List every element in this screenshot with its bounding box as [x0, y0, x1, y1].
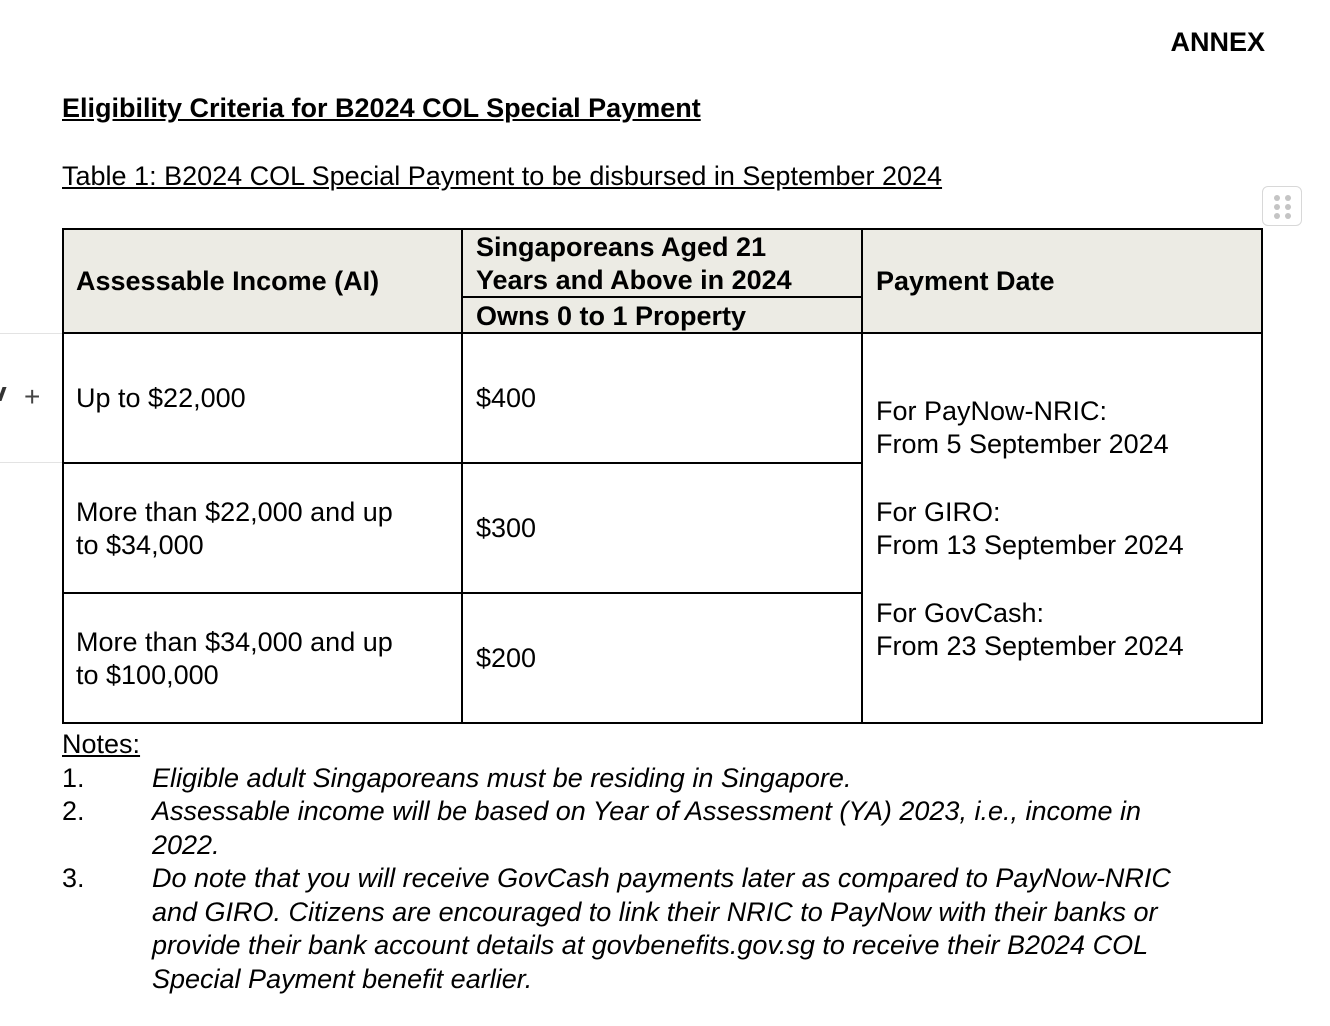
giro-method: For GIRO:	[876, 497, 1001, 527]
note-line: 2022.	[152, 829, 220, 860]
page-title: Eligibility Criteria for B2024 COL Special Payment	[62, 93, 701, 123]
table-border-top	[62, 228, 1263, 230]
table-border-bottom	[62, 722, 1263, 724]
table-row-income	[62, 334, 462, 464]
row3-income-line1: More than $34,000 and up	[76, 627, 393, 657]
note-line: and GIRO. Citizens are encouraged to link their NRIC to PayNow with their banks or	[152, 896, 1158, 927]
column-divider	[861, 228, 863, 724]
header-payment-date	[862, 228, 1263, 334]
table-row-amount	[462, 594, 862, 724]
row2-income-line1: More than $22,000 and up	[76, 497, 393, 527]
plus-icon[interactable]: +	[24, 381, 41, 412]
header-group-line2: Years and Above in 2024	[476, 265, 792, 295]
note-line: Assessable income will be based on Year of Assessment (YA) 2023, i.e., income in	[152, 796, 1142, 826]
header-subdivider	[462, 296, 862, 298]
row-marker-icon	[0, 387, 7, 401]
note-number: 1.	[62, 762, 85, 793]
row-insert-control[interactable]	[0, 333, 62, 463]
notes-section	[62, 728, 1282, 996]
row3-amount: $200	[476, 643, 537, 673]
note-number: 3.	[62, 863, 85, 893]
header-group-line1: Singaporeans Aged 21	[476, 232, 767, 262]
header-income	[62, 228, 462, 334]
table-drag-handle[interactable]	[1262, 186, 1302, 226]
table-title: Table 1: B2024 COL Special Payment to be disbursed in September 2024	[62, 161, 943, 191]
paynow-date: From 5 September 2024	[876, 429, 1169, 459]
payment-date-cell	[862, 334, 1263, 724]
note-number: 2.	[62, 796, 85, 826]
note-line: Eligible adult Singaporeans must be residing in Singapore.	[152, 762, 852, 793]
row3-income-line2: to $100,000	[76, 660, 219, 690]
paynow-method: For PayNow-NRIC:	[876, 396, 1108, 426]
row1-amount: $400	[476, 383, 537, 413]
table-border-right	[1261, 228, 1263, 724]
header-income-label: Assessable Income (AI)	[76, 266, 380, 296]
giro-date: From 13 September 2024	[876, 530, 1184, 560]
eligibility-table	[62, 228, 1263, 724]
header-divider	[62, 332, 1263, 334]
table-border-left	[62, 228, 64, 724]
drag-handle-icon	[1274, 195, 1292, 219]
row2-amount: $300	[476, 513, 537, 543]
note-item	[62, 862, 1282, 996]
column-divider	[461, 228, 463, 724]
note-item	[62, 795, 1282, 862]
table-row-income	[62, 594, 462, 724]
govcash-date: From 23 September 2024	[876, 631, 1184, 661]
header-group	[462, 228, 862, 334]
table-row-amount	[462, 334, 862, 464]
header-payment-date-label: Payment Date	[876, 266, 1055, 296]
annex-label: ANNEX	[1170, 27, 1265, 57]
note-line: Special Payment benefit earlier.	[152, 963, 533, 994]
row1-income: Up to $22,000	[76, 383, 246, 413]
table-row-income	[62, 464, 462, 594]
notes-heading: Notes:	[62, 729, 141, 759]
govcash-method: For GovCash:	[876, 598, 1045, 628]
table-row-amount	[462, 464, 862, 594]
row2-income-line2: to $34,000	[76, 530, 204, 560]
note-line: provide their bank account details at govbenefits.gov.sg to receive their B2024 COL	[152, 930, 1149, 960]
note-line: Do note that you will receive GovCash payments later as compared to PayNow-NRIC	[152, 863, 1171, 893]
header-property: Owns 0 to 1 Property	[476, 301, 747, 331]
note-item	[62, 762, 1282, 796]
